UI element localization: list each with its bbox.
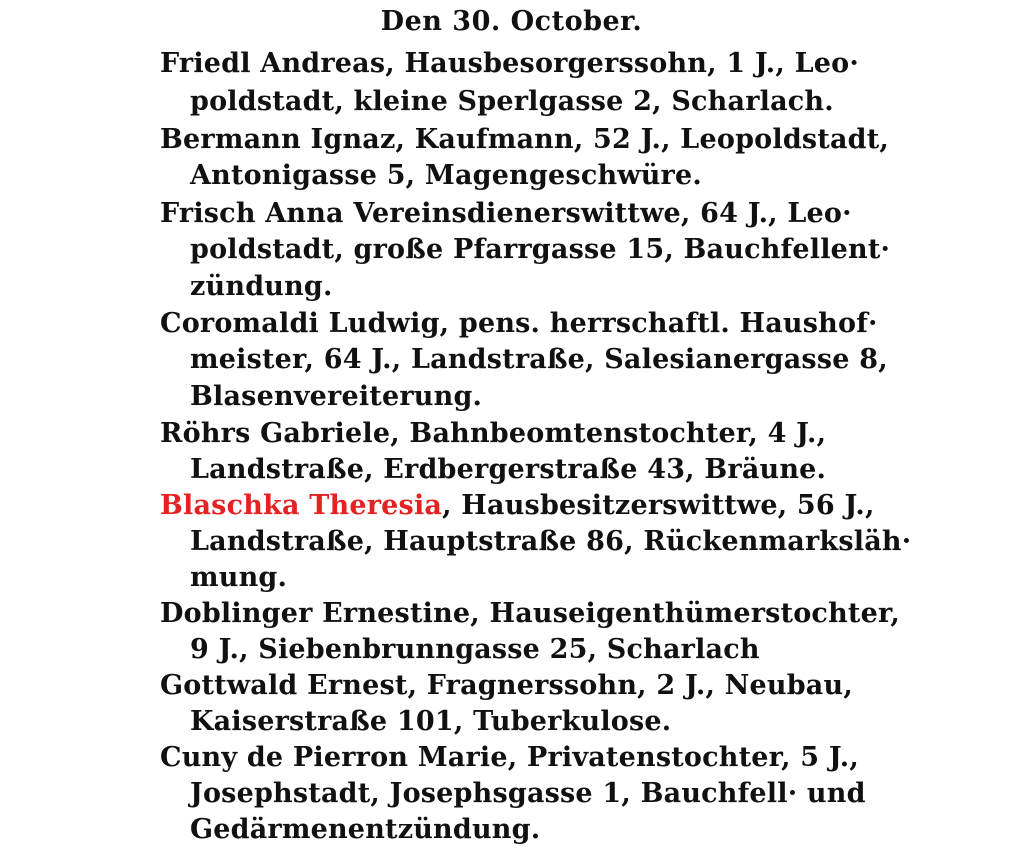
entry-7-text-1: , Hauseigenthümerstochter, bbox=[470, 598, 901, 629]
entry-4-line-3: Blasenvereiterung. bbox=[190, 381, 483, 412]
entry-6-line-1 bbox=[160, 490, 875, 521]
entry-5-name: Röhrs Gabriele bbox=[160, 418, 391, 449]
entry-4-line-2: meister, 64 J., Landstraße, Salesianergasse 8, bbox=[190, 344, 888, 375]
entry-6-line-2: Landstraße, Hauptstraße 86, Rückenmarksläh· bbox=[190, 526, 912, 557]
entry-7-line-2: 9 J., Siebenbrunngasse 25, Scharlach bbox=[190, 634, 760, 665]
entry-5-line-1 bbox=[160, 418, 826, 449]
entry-3-line-1 bbox=[160, 198, 852, 229]
entry-7-line-1 bbox=[160, 598, 900, 629]
entry-8-text-1: , Fragnerssohn, 2 J., Neubau, bbox=[407, 670, 853, 701]
entry-9-line-2: Josephstadt, Josephsgasse 1, Bauchfell· und bbox=[190, 778, 866, 809]
entry-5-text-1: , Bahnbeomtenstochter, 4 J., bbox=[390, 418, 827, 449]
entry-3-line-3: zündung. bbox=[190, 271, 333, 302]
entry-6-name-highlighted: Blaschka Theresia bbox=[160, 490, 443, 521]
entry-1-text-1: , Hausbesorgerssohn, 1 J., Leo· bbox=[385, 48, 859, 79]
entry-9-line-1 bbox=[160, 742, 859, 773]
entry-9-name: Cuny de Pierron Marie bbox=[160, 742, 508, 773]
entry-3-line-2: poldstadt, große Pfarrgasse 15, Bauchfellent· bbox=[190, 234, 891, 265]
entry-9-line-3: Gedärmenentzündung. bbox=[190, 814, 541, 845]
entry-2-name: Bermann Ignaz bbox=[160, 124, 396, 155]
entry-3-text-1: Vereinsdienerswittwe, 64 J., Leo· bbox=[343, 198, 852, 229]
entry-1-line-2: poldstadt, kleine Sperlgasse 2, Scharlach. bbox=[190, 86, 834, 117]
entry-8-name: Gottwald Ernest bbox=[160, 670, 408, 701]
entry-1-name: Friedl Andreas bbox=[160, 48, 386, 79]
entry-1-line-1 bbox=[160, 48, 859, 79]
entry-2-line-2: Antonigasse 5, Magengeschwüre. bbox=[190, 160, 702, 191]
date-heading: Den 30. October. bbox=[380, 6, 643, 37]
entry-4-text-1: , pens. herrschaftl. Haushof· bbox=[439, 308, 878, 339]
entry-8-line-1 bbox=[160, 670, 853, 701]
entry-6-line-3: mung. bbox=[190, 562, 288, 593]
entry-6-text-1: , Hausbesitzerswittwe, 56 J., bbox=[442, 490, 875, 521]
entry-7-name: Doblinger Ernestine bbox=[160, 598, 471, 629]
entry-5-line-2: Landstraße, Erdbergerstraße 43, Bräune. bbox=[190, 454, 827, 485]
entry-3-name: Frisch Anna bbox=[160, 198, 344, 229]
entry-8-line-2: Kaiserstraße 101, Tuberkulose. bbox=[190, 706, 672, 737]
entry-4-line-1 bbox=[160, 308, 878, 339]
entry-2-text-1: , Kaufmann, 52 J., Leopoldstadt, bbox=[395, 124, 890, 155]
entry-2-line-1 bbox=[160, 124, 889, 155]
entry-9-text-1: , Privatenstochter, 5 J., bbox=[507, 742, 859, 773]
entry-4-name: Coromaldi Ludwig bbox=[160, 308, 440, 339]
